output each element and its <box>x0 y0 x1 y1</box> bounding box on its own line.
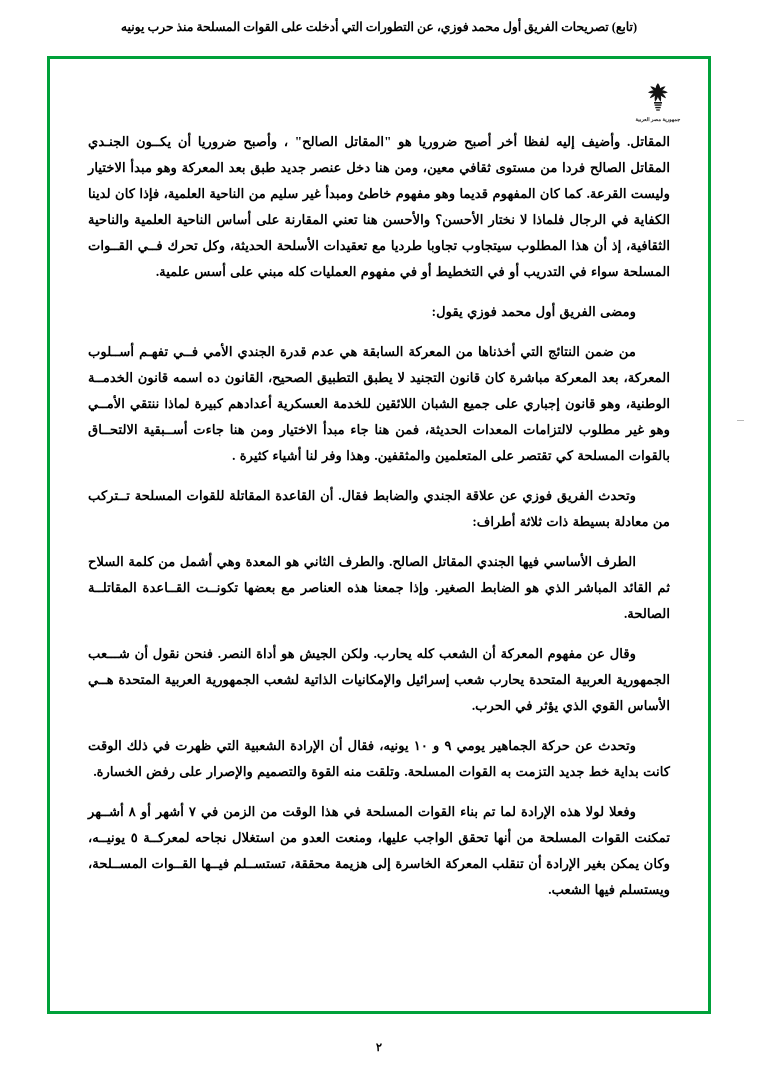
paragraph: الطرف الأساسي فيها الجندي المقاتل الصالح. والطرف الثاني هو المعدة وهي أشمل من كلمة السلاح ثم القائد المباشر الذي هو الضابط الصغير. وإذا جمعنا هذه العناصر مع بعضها تكونــت القــاعدة المقاتلــة الصالحة. <box>88 554 670 621</box>
eagle-emblem-icon <box>628 81 688 131</box>
margin-tick <box>737 420 744 421</box>
green-border-frame <box>47 56 711 1014</box>
emblem-caption: جمهورية مصر العربية <box>635 117 681 123</box>
paragraph: ومضى الفريق أول محمد فوزي يقول: <box>431 304 636 319</box>
paragraph: وتحدث عن حركة الجماهير يومي ٩ و ١٠ يونيه، فقال أن الإرادة الشعبية التي ظهرت في ذلك الوقت كانت بداية خط جديد التزمت به القوات المسلحة. وتلقت منه القوة والتصميم والإصرار على رفض الخسارة. <box>88 738 670 779</box>
paragraph: وقال عن مفهوم المعركة أن الشعب كله يحارب. ولكن الجيش هو أداة النصر. فنحن نقول أن شـــعب الجمهورية العربية المتحدة يحارب شعب إسرائيل والإمكانيات الذاتية لشعب الجمهورية العربية المتحدة هــي الأساس القوي الذي يؤثر في الحرب. <box>88 646 670 713</box>
page-number: ٢ <box>375 1042 383 1054</box>
paragraph: المقاتل. وأضيف إليه لفظا أخر أصبح ضروريا هو "المقاتل الصالح" ، وأصبح ضروريا أن يكــون الجنـدي المقاتل الصالح فردا من مستوى ثقافي معين، ومن هنا دخل عنصر جديد طبق بعد المعركة وهو مبدأ الاختيار وليست القرعة. كما كان المفهوم قديما وهو مفهوم خاطئ ومبدأ غير سليم من الناحية العلمية، فإذا كان لدينا الكفاية في الرجال فلماذا لا نختار الأحسن؟ والأحسن هنا تعني المقارنة على أساس الناحية العلمية والناحية الثقافية، إذ أن هذا المطلوب سيتجاوب تجاوبا طرديا مع تعقيدات الأسلحة الحديثة، وكل تحرك فــي القــوات المسلحة سواء في التدريب أو في التخطيط أو في مفهوم العمليات كله مبني على أسس علمية. <box>88 134 670 279</box>
paragraph: وتحدث الفريق فوزي عن علاقة الجندي والضابط فقال. أن القاعدة المقاتلة للقوات المسلحة تــتركب من معادلة بسيطة ذات ثلاثة أطراف: <box>88 488 670 529</box>
document-body <box>88 129 670 917</box>
paragraph: من ضمن النتائج التي أخذناها من المعركة السابقة هي عدم قدرة الجندي الأمي فــي تفهـم أســلوب المعركة، بعد المعركة مباشرة كان قانون التجنيد لا يطبق التطبيق الصحيح، القانون ده اسمه قانون الخدمــة الوطنية، وهو قانون إجباري على جميع الشبان اللائقين للخدمة العسكرية أعدادهم كبيرة لماذا ننتقي الأمــي وهو غير مطلوب لالتزامات المعدات الحديثة، فمن هنا جاء مبدأ الاختيار ومن هنا جاءت أســبقية الالتحــاق بالقوات المسلحة كي تقتصر على المتعلمين والمثقفين. وهذا وفر لنا أشياء كثيرة . <box>88 344 670 463</box>
page-header: (تابع) تصريحات الفريق أول محمد فوزي، عن التطورات التي أدخلت على القوات المسلحة منذ حرب يونيه <box>120 20 638 34</box>
paragraph: وفعلا لولا هذه الإرادة لما تم بناء القوات المسلحة في هذا الوقت من الزمن في ٧ أشهر أو ٨ أشــهر تمكنت القوات المسلحة من أنها تحقق الواجب عليها، ومنعت العدو من استغلال نجاحه لمعركــة ٥ يونيــه، وكان يمكن بغير الإرادة أن تنقلب المعركة الخاسرة إلى هزيمة محققة، تستســلم فيــها القــوات المســلحة، ويستسلم فيها الشعب. <box>88 804 671 897</box>
